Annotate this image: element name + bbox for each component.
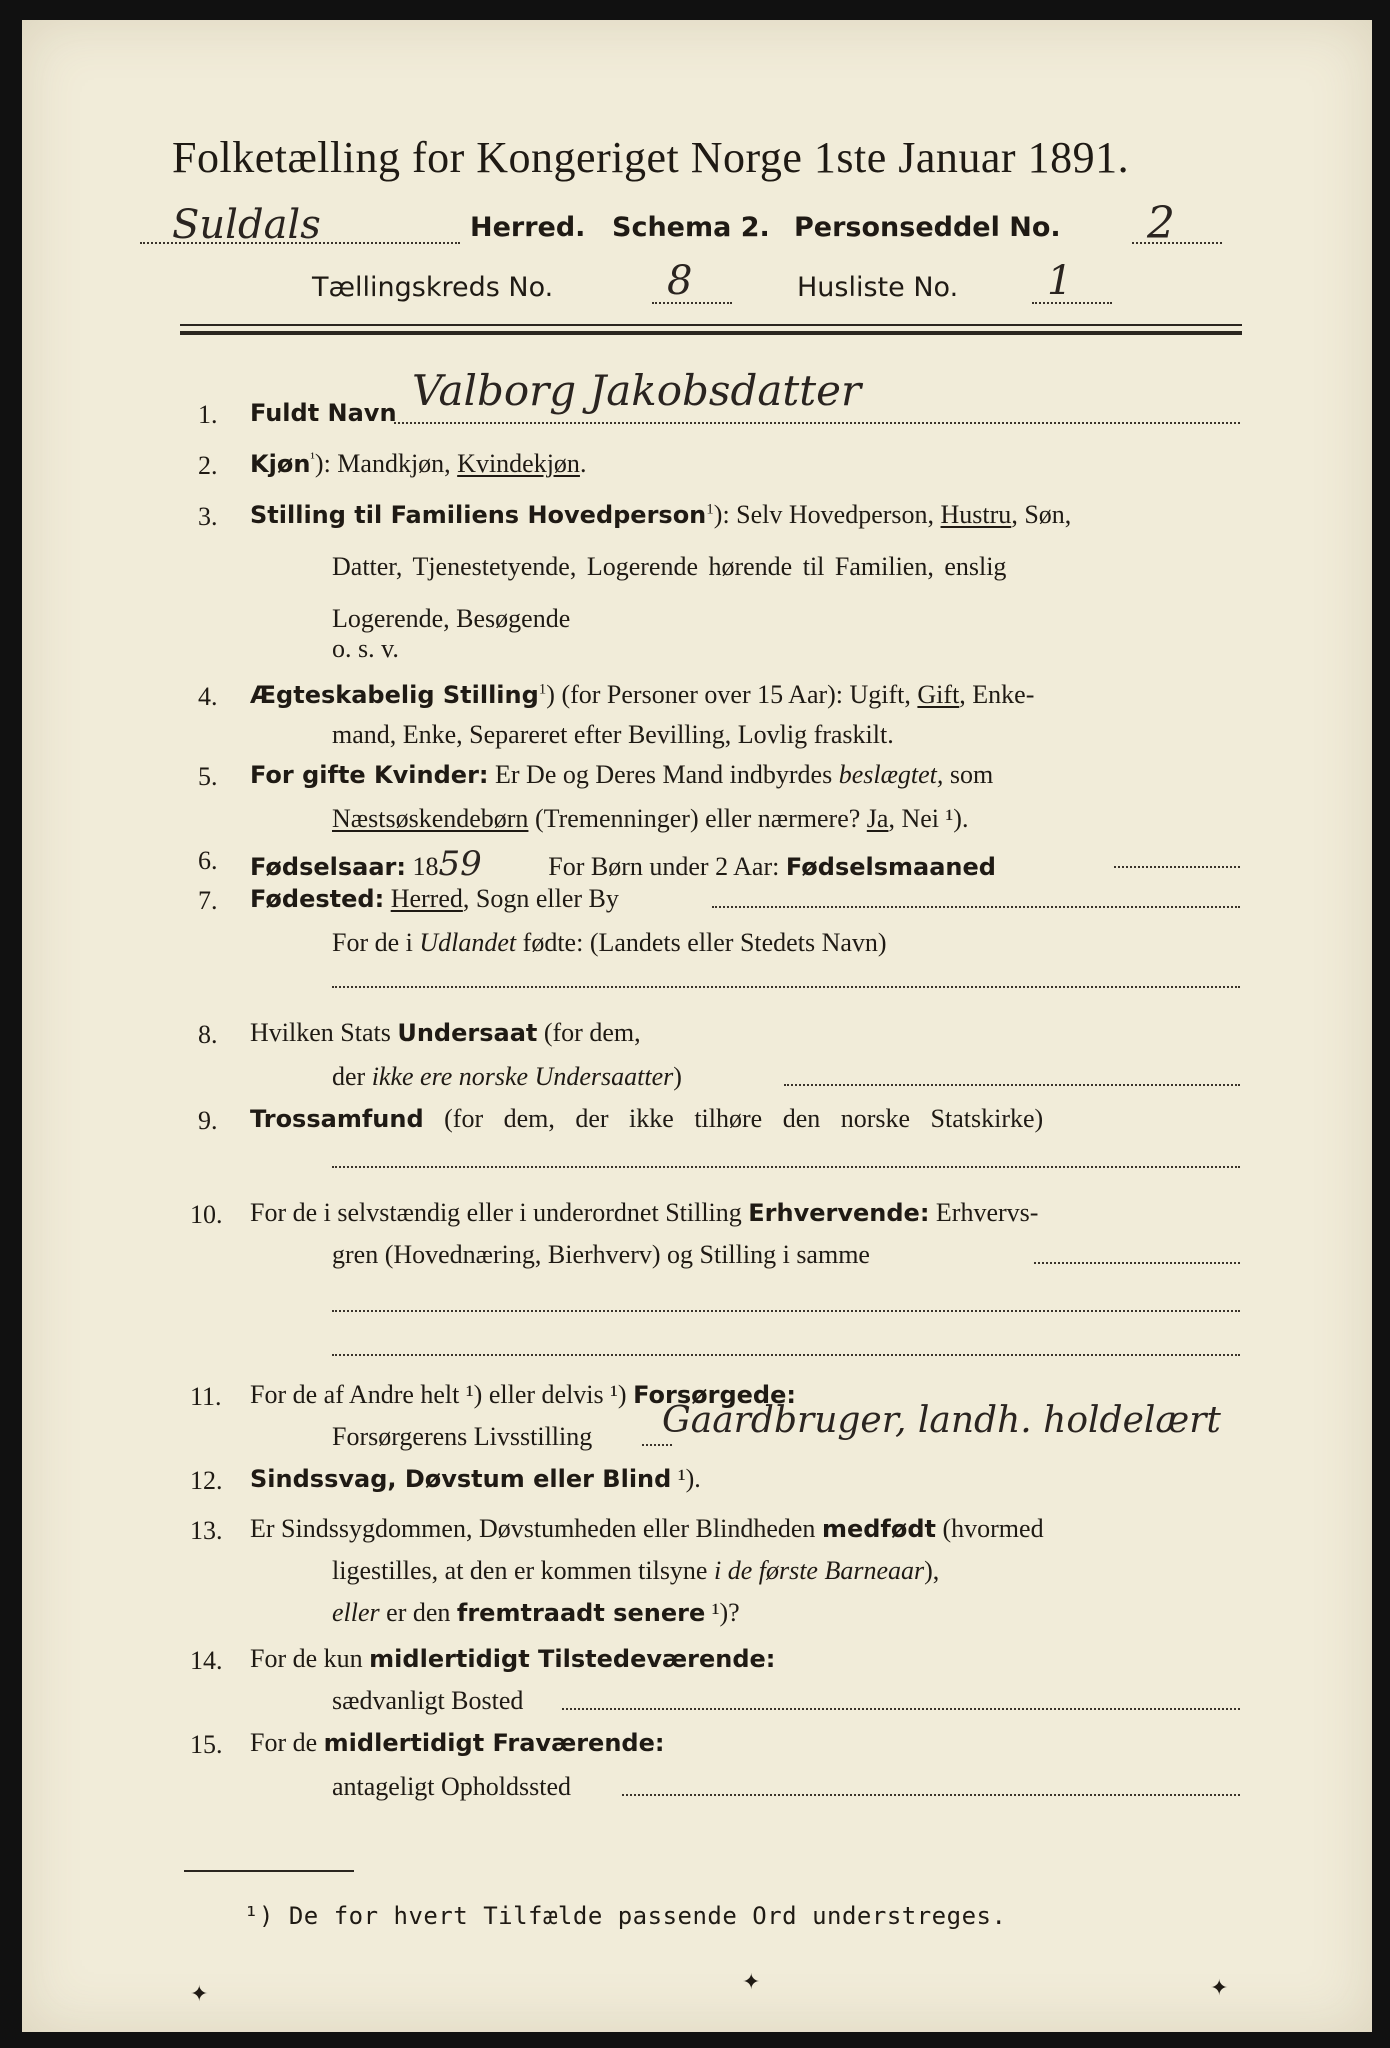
registration-mark-right: ✦	[1210, 1976, 1229, 2001]
q14-line1	[250, 1644, 775, 1674]
q5-text2-end: , Nei ¹).	[888, 804, 969, 833]
q7-label: Fødested:	[250, 885, 385, 913]
q5-text2: (Tremenninger) eller nærmere?	[528, 804, 867, 833]
q5-line1	[250, 760, 993, 790]
schema-label: Schema 2.	[612, 212, 770, 243]
q5-text1: Er De og Deres Mand indbyrdes	[488, 760, 839, 789]
personseddel-dotted-line	[1132, 242, 1222, 244]
q7-italic: Udlandet	[419, 928, 517, 957]
q13-number: 13.	[190, 1516, 223, 1545]
q4-line2: mand, Enke, Separeret efter Bevilling, Lovlig fraskilt.	[332, 720, 894, 749]
q9-rest: (for dem, der ikke tilhøre den norske Statskirke)	[423, 1104, 1044, 1133]
q7-label2: (Landets eller Stedets Navn)	[589, 928, 887, 957]
q10-dotted-line	[1034, 1262, 1240, 1264]
q13-text1-end: (hvormed	[935, 1514, 1044, 1543]
q3-text1: ): Selv Hovedperson,	[713, 500, 941, 529]
q6-label2: Fødselsmaaned	[785, 853, 996, 881]
q6-rest: For Børn under 2 Aar:	[541, 852, 786, 881]
q4-number: 4.	[198, 682, 218, 711]
q3-line2: Datter, Tjenestetyende, Logerende hørende til Familien, enslig	[332, 552, 1007, 581]
q13-text2b: ),	[924, 1556, 940, 1585]
kreds-label: Tællingskreds No.	[312, 272, 554, 303]
q6-dotted-line	[1114, 866, 1240, 868]
q8-line2	[332, 1062, 682, 1092]
husliste-value: 1	[1047, 258, 1073, 304]
q15-line1	[250, 1728, 664, 1758]
q12-label: Sindssvag, Døvstum eller Blind	[250, 1465, 672, 1493]
q8-dotted-line	[784, 1084, 1240, 1086]
kreds-dotted-line	[652, 302, 732, 304]
q13-line3-italic: eller	[332, 1598, 380, 1627]
footnote-rule	[184, 1870, 354, 1872]
q5-label: For gifte Kvinder:	[250, 761, 489, 789]
q8-italic: ikke ere norske Undersaatter	[371, 1062, 674, 1091]
q13-text1: Er Sindssygdommen, Døvstumheden eller Blindheden	[250, 1514, 822, 1543]
husliste-label: Husliste No.	[797, 272, 959, 303]
q5-underlined: Næstsøskendebørn	[332, 804, 529, 833]
q10-text1-end: Erhvervs-	[929, 1198, 1039, 1227]
q15-line2: antageligt Opholdssted	[332, 1772, 572, 1801]
q2-sup: ¹	[310, 450, 315, 467]
q5-italic: beslægtet,	[838, 760, 944, 789]
q13-line1	[250, 1514, 1044, 1544]
q8-text2b: )	[673, 1062, 682, 1091]
q11-text1: For de af Andre helt ¹) eller delvis ¹)	[250, 1380, 634, 1409]
husliste-dotted-line	[1032, 302, 1112, 304]
q13-text2a: ligestilles, at den er kommen tilsyne	[332, 1556, 714, 1585]
q3-number: 3.	[198, 502, 218, 531]
q3-line1	[250, 500, 1071, 530]
q1-number: 1.	[198, 400, 218, 429]
q6-line	[250, 844, 996, 884]
q1-value: Valborg Jakobsdatter	[412, 366, 862, 415]
q7-underlined: Herred	[390, 884, 463, 913]
q11-label: Forsørgede:	[633, 1381, 796, 1409]
q10-line1	[250, 1198, 1038, 1228]
q10-answer-line1	[332, 1310, 1240, 1312]
q8-label: Undersaat	[397, 1019, 538, 1047]
q8-text2a: der	[332, 1062, 372, 1091]
q13-line3	[332, 1598, 740, 1628]
q4-line1	[250, 680, 1034, 710]
q1-label: Fuldt Navn	[250, 399, 397, 427]
q7-answer-line	[332, 986, 1240, 988]
footnote: ¹) De for hvert Tilfælde passende Ord understreges.	[244, 1902, 1007, 1930]
q8-text1a: Hvilken Stats	[250, 1018, 398, 1047]
q6-number: 6.	[198, 846, 218, 875]
q11-line2: Forsørgerens Livsstilling	[332, 1422, 593, 1451]
kreds-value: 8	[667, 258, 693, 304]
q4-text1: ) (for Personer over 15 Aar): Ugift,	[546, 680, 918, 709]
q6-label: Fødselsaar:	[250, 853, 406, 881]
q10-line2: gren (Hovednæring, Bierhverv) og Stilling i samme	[332, 1240, 870, 1269]
q13-line2	[332, 1556, 939, 1586]
q4-label: Ægteskabelig Stilling	[250, 681, 539, 709]
q12-number: 12.	[190, 1466, 223, 1495]
q13-text3-end: ¹)?	[705, 1598, 740, 1627]
q4-text1-end: , Enke-	[959, 680, 1035, 709]
q13-italic: i de første Barneaar	[713, 1556, 925, 1585]
q3-line4: o. s. v.	[332, 634, 399, 663]
q10-label: Erhvervende:	[748, 1199, 930, 1227]
q15-label: midlertidigt Fraværende:	[323, 1729, 665, 1757]
q8-text1b: (for dem,	[537, 1018, 641, 1047]
q11-dotted-line	[642, 1444, 672, 1446]
q7-rest: , Sogn eller By	[462, 884, 619, 913]
q13-text3a: er den	[379, 1598, 457, 1627]
q14-line2: sædvanligt Bosted	[332, 1686, 524, 1715]
q3-text1-end: , Søn,	[1011, 500, 1072, 529]
q14-label: midlertidigt Tilstedeværende:	[369, 1645, 776, 1673]
q7-text2a: For de i	[332, 928, 420, 957]
personseddel-value: 2	[1147, 198, 1175, 249]
header-rule-thick	[180, 331, 1242, 335]
registration-mark-left: ✦	[190, 1982, 209, 2007]
q15-number: 15.	[190, 1730, 223, 1759]
herred-label: Herred.	[470, 212, 586, 243]
q12-line	[250, 1464, 701, 1494]
census-form	[22, 20, 1372, 2032]
q13-label: medfødt	[821, 1515, 936, 1543]
q15-dotted-line	[622, 1794, 1240, 1796]
q7-dotted-line	[712, 906, 1240, 908]
q11-value: Gaardbruger, landh. holdelært	[662, 1400, 1221, 1441]
q10-number: 10.	[190, 1200, 223, 1229]
q10-text1: For de i selvstændig eller i underordnet Stilling	[250, 1198, 749, 1227]
q2-line	[250, 449, 586, 479]
q2-number: 2.	[198, 451, 218, 480]
header-rule-thin	[180, 324, 1242, 326]
q7-line1	[250, 884, 619, 914]
q9-number: 9.	[198, 1106, 218, 1135]
q6-value: 59	[438, 844, 482, 884]
q6-prefix: 18	[406, 852, 439, 881]
q15-text1: For de	[250, 1728, 324, 1757]
personseddel-label: Personseddel No.	[794, 212, 1061, 243]
q9-line	[250, 1104, 1043, 1134]
q2-label: Kjøn	[250, 450, 311, 478]
q12-end: ¹).	[671, 1464, 701, 1493]
form-title: Folketælling for Kongeriget Norge 1ste Januar 1891.	[172, 133, 1130, 182]
q3-sup: 1	[706, 501, 714, 518]
q2-underlined: Kvindekjøn	[457, 449, 580, 478]
q3-underlined: Hustru	[940, 500, 1012, 529]
q4-underlined: Gift	[917, 680, 960, 709]
herred-dotted-line	[140, 242, 460, 244]
q7-text2b: fødte:	[516, 928, 590, 957]
q7-line2	[332, 928, 887, 958]
q4-sup: 1	[538, 681, 547, 698]
q10-answer-line2	[332, 1354, 1240, 1356]
herred-value: Suldals	[172, 202, 321, 248]
q1-line	[250, 398, 397, 428]
q2-end: .	[579, 449, 587, 478]
q9-label: Trossamfund	[250, 1105, 424, 1133]
q14-dotted-line	[562, 1708, 1240, 1710]
q8-number: 8.	[198, 1020, 218, 1049]
q7-number: 7.	[198, 886, 218, 915]
q1-dotted-line	[394, 422, 1240, 424]
q2-text: ): Mandkjøn,	[314, 449, 458, 478]
q13-label2: fremtraadt senere	[456, 1599, 706, 1627]
q14-number: 14.	[190, 1646, 223, 1675]
q5-text1-end: som	[943, 760, 994, 789]
q9-answer-line	[332, 1166, 1240, 1168]
q8-line1	[250, 1018, 641, 1048]
q5-ja: Ja	[866, 804, 889, 833]
q11-number: 11.	[190, 1382, 222, 1411]
q5-number: 5.	[198, 762, 218, 791]
q3-label: Stilling til Familiens Hovedperson	[250, 501, 707, 529]
q5-line2	[332, 804, 968, 834]
q14-text1: For de kun	[250, 1644, 370, 1673]
registration-mark-center: ✦	[742, 1970, 761, 1995]
q3-line3: Logerende, Besøgende	[332, 604, 571, 633]
